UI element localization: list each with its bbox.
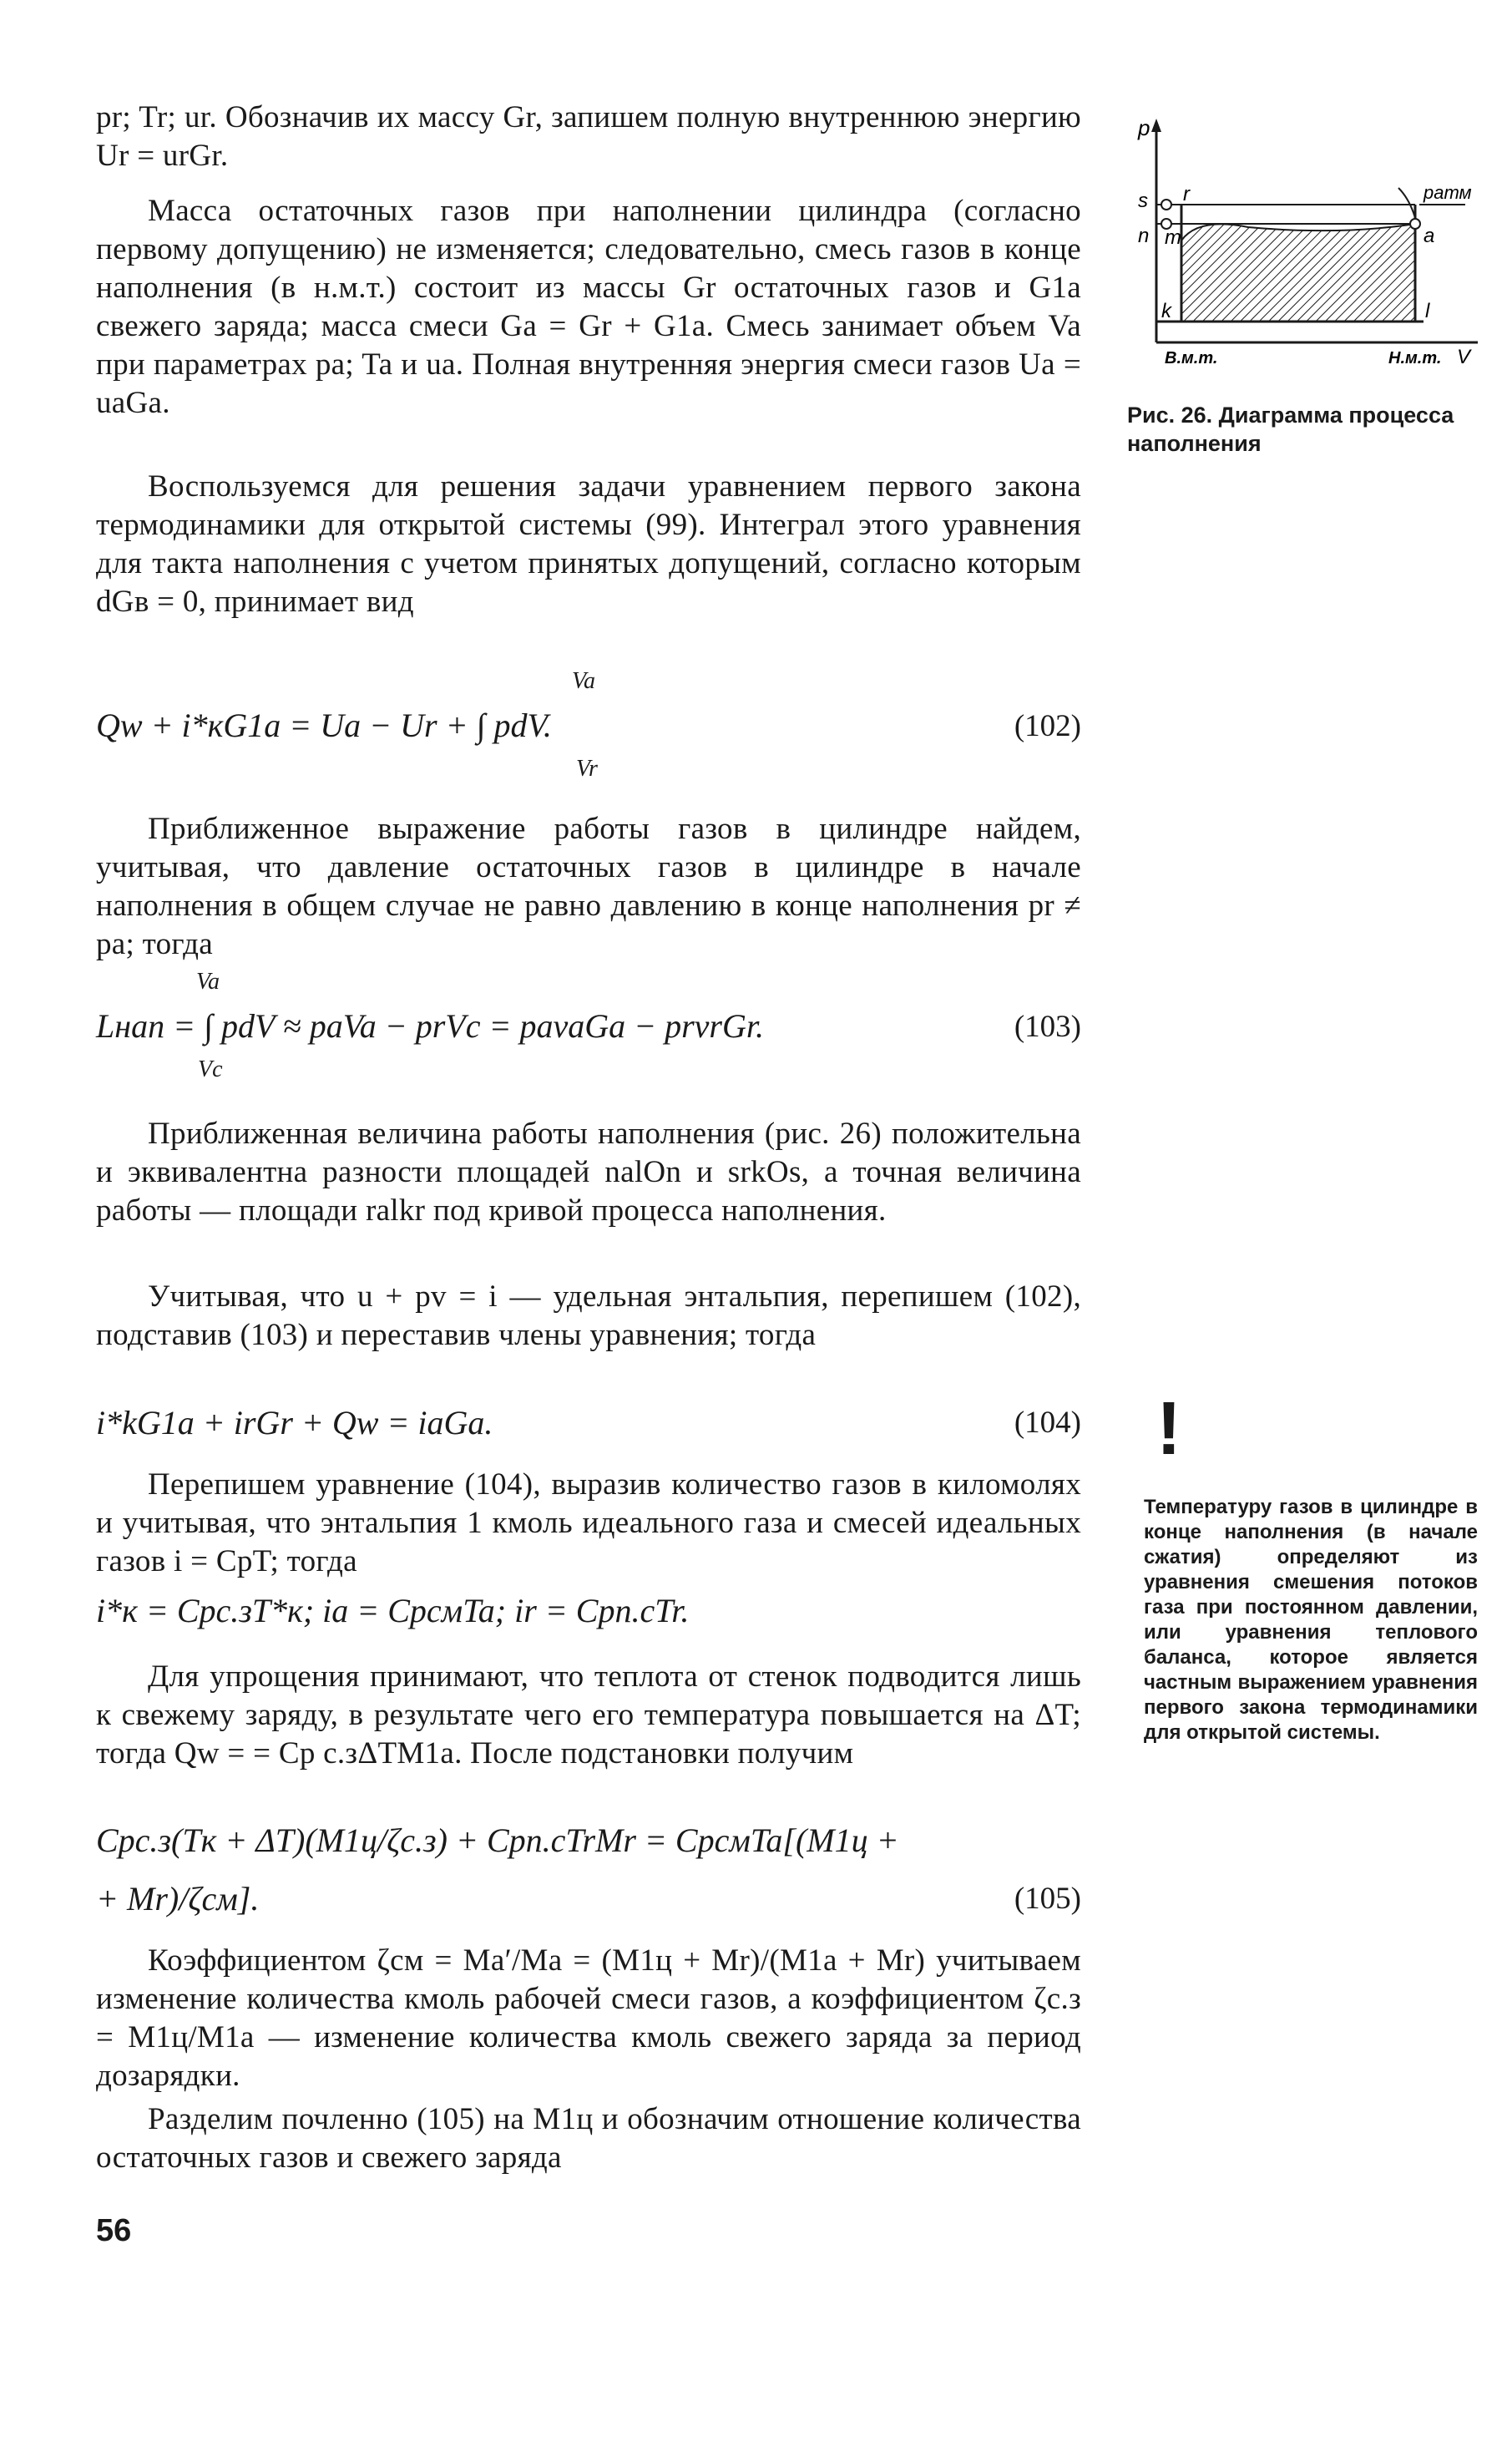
equation-number: (103) — [1014, 1010, 1081, 1044]
integral-lower-limit: Vc — [198, 1056, 223, 1082]
paragraph-8 — [96, 1658, 1081, 1773]
equation-number: (104) — [1014, 1406, 1081, 1440]
exclamation-icon: ! — [1156, 1387, 1181, 1471]
label-s: s — [1138, 190, 1148, 212]
label-a: a — [1424, 225, 1435, 247]
equation-body: i*к = Cрс.зT*к; ia = CрсмTa; ir = Cрп.сTr. — [96, 1592, 690, 1629]
paragraph-2 — [96, 192, 1081, 423]
paragraph-text: Масса остаточных газов при наполнении цилиндра (согласно первому допущению) не изменяется; следовательно, смесь газов в конце наполнения (в н.м.т.) состоит из массы Gr остаточных газов и G1a свежего заряда; масса смеси Ga = Gr + G1a. Смесь занимает объем Va при параметрах pa; Ta и ua. Полная внутренняя энергия смеси газов Ua = uaGa. — [96, 194, 1081, 420]
paragraph-10 — [96, 2100, 1081, 2177]
equation-enthalpy — [96, 1591, 1081, 1641]
paragraph-text: pr; Tr; ur. Обозначив их массу Gr, запишем полную внутреннюю энергию Ur = urGr. — [96, 100, 1081, 173]
paragraph-text: Воспользуемся для решения задачи уравнением первого закона термодинамики для открытой системы (99). Интеграл этого уравнения для такта наполнения с учетом принятых допущений, согласно которым dGв = 0, принимает вид — [96, 469, 1081, 619]
filling-process-diagram — [1123, 117, 1490, 367]
paragraph-9 — [96, 1942, 1081, 2095]
margin-note: Температуру газов в цилиндре в конце наполнения (в начале сжатия) определяют из уравнения смешения потоков газа при постоянном давлении, или уравнения теплового баланса, которое является частным выражением уравнения первого закона термодинамики для открытой системы. — [1144, 1496, 1478, 1744]
equation-body: Qw + i*кG1a = Ua − Ur + ∫ pdV. — [96, 707, 552, 744]
paragraph-text: Учитывая, что u + pv = i — удельная энтальпия, перепишем (102), подставив (103) и переставив члены уравнения; тогда — [96, 1279, 1081, 1352]
equation-body-line-1: Cрс.з(Tк + ΔT)(M1ц/ζс.з) + Cрп.сTrMr = CрсмTa[(M1ц + — [96, 1821, 899, 1859]
page-number: 56 — [96, 2213, 132, 2248]
label-vmt: В.м.т. — [1165, 349, 1218, 367]
paragraph-4 — [96, 810, 1081, 964]
paragraph-text: Коэффициентом ζсм = Ma′/Ma = (M1ц + Mr)/(M1a + Mr) учитываем изменение количества кмоль рабочей смеси газов, а коэффициентом ζс.з = M1ц/M1a — изменение количества кмоль свежего заряда за период дозарядки. — [96, 1943, 1081, 2093]
label-r: r — [1183, 183, 1190, 205]
p-axis-label: p — [1138, 117, 1150, 140]
p-axis-arrow-icon — [1151, 119, 1161, 132]
label-l: l — [1425, 300, 1430, 322]
paragraph-1 — [96, 99, 1081, 175]
integral-upper-limit: Va — [196, 969, 220, 995]
equation-number: (102) — [1014, 709, 1081, 743]
figure-caption: Рис. 26. Диаграмма процесса наполнения — [1127, 403, 1454, 456]
paragraph-3 — [96, 468, 1081, 621]
equation-102 — [96, 668, 1081, 802]
paragraph-text: Приближенное выражение работы газов в цилиндре найдем, учитывая, что давление остаточных газов в цилиндре в начале наполнения в общем случае не равно давлению в конце наполнения pr ≠ pa; тогда — [96, 812, 1081, 961]
label-n: n — [1138, 225, 1150, 247]
equation-103 — [96, 969, 1081, 1102]
paragraph-text: Для упрощения принимают, что теплота от стенок подводится лишь к свежему заряду, в результате чего его температура повышается на ΔT; тогда Qw = = Cр с.зΔTM1a. После подстановки получим — [96, 1659, 1081, 1771]
equation-body: i*kG1a + irGr + Qw = iaGa. — [96, 1404, 493, 1441]
paragraph-7 — [96, 1466, 1081, 1581]
integral-upper-limit: Va — [572, 668, 595, 694]
paragraph-5 — [96, 1115, 1081, 1230]
label-nmt: Н.м.т. — [1388, 349, 1442, 367]
v-axis-label: V — [1457, 346, 1471, 367]
equation-body-line-2: + Mr)/ζсм]. — [96, 1880, 260, 1918]
label-m: m — [1165, 226, 1181, 249]
integral-lower-limit: Vr — [576, 756, 598, 782]
label-patm: pатм — [1424, 182, 1472, 203]
paragraph-text: Приближенная величина работы наполнения (рис. 26) положительна и эквивалентна разности площадей nalOn и srkOs, а точная величина работы — площади ralkr под кривой процесса наполнения. — [96, 1117, 1081, 1228]
equation-105 — [96, 1821, 1081, 1929]
label-k: k — [1161, 300, 1171, 322]
paragraph-text: Перепишем уравнение (104), выразив количество газов в киломолях и учитывая, что энтальпия 1 кмоль идеального газа и смесей идеальных газов i = CpT; тогда — [96, 1467, 1081, 1578]
equation-104 — [96, 1403, 1081, 1453]
paragraph-6 — [96, 1278, 1081, 1355]
paragraph-text: Разделим почленно (105) на M1ц и обозначим отношение количества остаточных газов и свежего заряда — [96, 2102, 1081, 2175]
equation-body: Lнап = ∫ pdV ≈ paVa − prVc = pavaGa − prvrGr. — [96, 1007, 764, 1045]
work-area — [1181, 224, 1415, 322]
equation-number: (105) — [1014, 1882, 1081, 1916]
